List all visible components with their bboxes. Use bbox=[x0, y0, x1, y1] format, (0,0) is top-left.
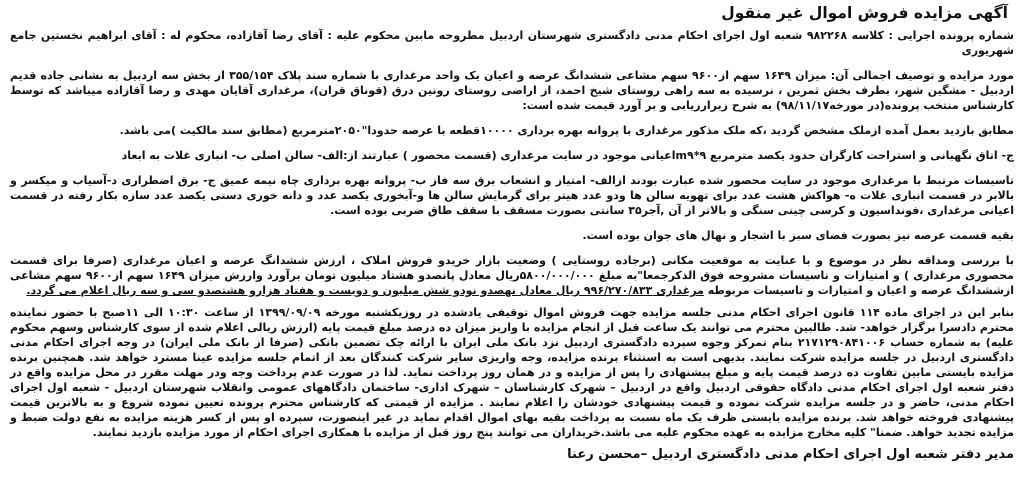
green-space-paragraph: بقیه قسمت عرصه نیز بصورت فضای سبز با اشجار و نهال های جوان بوده است. bbox=[582, 229, 1014, 242]
valuation-text: با بررسی ومداقه نظر در موضوع و با عنایت به موقعیت مکانی (برجاده روستایی ) وضعیت بازار خریدو فروش املاک ، ارزش ششدانگ عرصه و اعیان مرغداری (صرفا برای قسمت محصوری مرغداری ) و امتیازات و تاسیسات مشروحه فوق الذکرجمعا"به مبلغ ۵۸۰۰/۰۰۰/۰۰۰ریال معادل پانصدو هشتاد میلیون تومان برآورد وارزش میزان ۱۶۴۹ سهم از۹۶۰۰ سهم مشاعی ازششدانگ عرصه و اعیان و امتیازات و تاسیسات مربوطه bbox=[10, 254, 1014, 297]
valuation-paragraph bbox=[10, 253, 1014, 298]
case-line: شماره پرونده اجرایی : کلاسه ۹۸۲۲۶۸ شعبه اول اجرای احکام مدنی دادگستری شهرستان اردبیل مطروحه مابین محکوم علیه : آقای رضا آقازاده، محکوم له : آقای ابراهیم نخستین جامع شهریوری bbox=[10, 29, 1014, 57]
facilities-paragraph: تاسیسات مرتبط با مرغداری موجود در سایت محصور شده عبارت بودند ازالف- امتیاز و انشعاب برق سه فاز ب- پروانه بهره برداری چاه نیمه عمیق ج- برق اضطراری د-آسیاب و میکسر و بالابر در قسمت انباری غلات ه- هواکش هشت عدد برای تهویه سالن ها ودو عدد هیتر برای گرمایش سالن ها و-آبخوری یکصد عدد و دانه خوری دستی یکصد عدد سازه بکار رفته در قسمت اعیانی مرغداری ،فونداسیون و کرسی چینی سنگی و بالاتر از آن ,آجر۳۵ سانتی بصورت مسقف با سقف طاق ضربی بوده است. bbox=[10, 174, 1014, 217]
valuation-amount: مرغداری ۹۹۶/۲۷۰/۸۳۳ ریال معادل نهصدو نودو شش میلیون و دویست و هفتاد هزارو هشتصدو سی و سه ریال اعلام می گردد. bbox=[26, 284, 704, 297]
auction-subject-paragraph: مورد مزایده و توصیف اجمالی آن: میزان ۱۶۴۹ سهم از۹۶۰۰ سهم مشاعی ششدانگ عرصه و اعیان یک واحد مرغداری با شماره سند پلاک ۳۵۵/۱۵۴ از بخش سه اردبیل به نشانی جاده قدیم اردبیل - مشگین شهر، بطرف بخش ثمرین ، نرسیده به سه راهی روستای شیخ احمد، از اراضی روستای رونین درق (قوناق قران)، مرغداری آقایان مهدی و رضا آقازاده میباشد که توسط کارشناس منتخب پرونده(در مورخه۹۸/۱۱/۱۷) به شرح زیرارزیابی و بر آورد قیمت شده است: bbox=[10, 69, 1015, 112]
buildings-paragraph: ج- اتاق نگهبانی و استراحت کارگران حدود یکصد مترمربع ۹*m۹اعیانی موجود در سایت مرغداری (قسمت محصور ) عبارتند از:الف- سالن اصلی ب- انباری غلات به ابعاد bbox=[121, 149, 1014, 162]
auction-terms-paragraph: بنابر این در اجرای ماده ۱۱۴ قانون اجرای احکام مدنی جلسه مزایده جهت فروش اموال توقیفی یادشده در روزیکشنبه مورخه ۱۳۹۹/۰۹/۰۹ از ساعت ۱۰:۳۰ الی ۱۱صبح با حضور نماینده محترم دادسرا برگزار خواهد- شد. طالبین محترم می توانند یک ساعت قبل از انجام مزایده با واریز میزان ده درصد مبلغ قیمت پایه (ارزش ریالی اعلام شده از سوی کارشناس وسهم محکوم علیه) به شماره حساب ۲۱۷۱۲۹۰۸۴۱۰۰۶ بنام تمرکز وجوه سپرده دادگستری اردبیل نزد بانک ملی ایران با ارائه چک تضمین بانکی (صرفا از بانک ملی ایران) در وجه اجرای احکام مدنی دادگستری اردبیل در جلسه مزایده شرکت نمایند. بدیهی است به استثناء برنده مزایده، وجه واریزی سایر شرکت کنندگان بعد از اتمام جلسه مزایده عینا مسترد خواهد شد. همچنین برنده مزایده بایستی مابین تفاوت ده درصد قیمت پایه و مبلغ پیشنهادی را پس از مزایده و در همان روز پرداخت نماید. لذا در صورت عدم پرداخت وجه ودر مهلت مقرر در محل مزایده واقع در دفتر شعبه اول اجرای احکام مدنی دادگاه حقوقی اردبیل واقع در اردبیل – شهرک کارشناسان – شهرک اداری- ساختمان دادگاههای عمومی وانقلاب شهرستان اردبیل - شعبه اول اجرای احکام مدنی، حاضر و در جلسه مزایده شرکت نموده و قیمت پیشنهادی خودشان را اعلام نمایند . مزایده از قیمتی که کارشناس محترم پرونده تعیین نموده شروع و به بالاترین قیمت پیشنهادی فروخته خواهد شد. برنده مزایده بایستی ظرف یک ماه نسبت به پرداخت بقیه بهای اموال اقدام نماید در غیر اینصورت، سپرده او پس از کسر هزینه مزایده به نفع دولت ضبط و مزایده تجدید خواهد. ضمنا" کلیه مخارج مزایده به عهده محکوم علیه می باشد.خریداران می توانند پنج روز قبل از مزایده با همکاری اجرای احکام از مورد مزایده بازدید نمایند. bbox=[10, 306, 1015, 439]
signature: مدیر دفتر شعبه اول اجرای احکام مدنی دادگستری اردبیل –محسن رعنا bbox=[567, 447, 1014, 462]
inspection-paragraph: مطابق بازدید بعمل آمده ازملک مشخص گردید ،که ملک مذکور مرغداری با پروانه بهره برداری ۱۰۰۰۰قطعه با عرصه حدودا"۲۰۵۰مترمربع (مطابق سند مالکیت )می باشد. bbox=[119, 124, 1014, 137]
notice-title: آگهی مزایده فروش اموال غیر منقول bbox=[721, 4, 1008, 22]
